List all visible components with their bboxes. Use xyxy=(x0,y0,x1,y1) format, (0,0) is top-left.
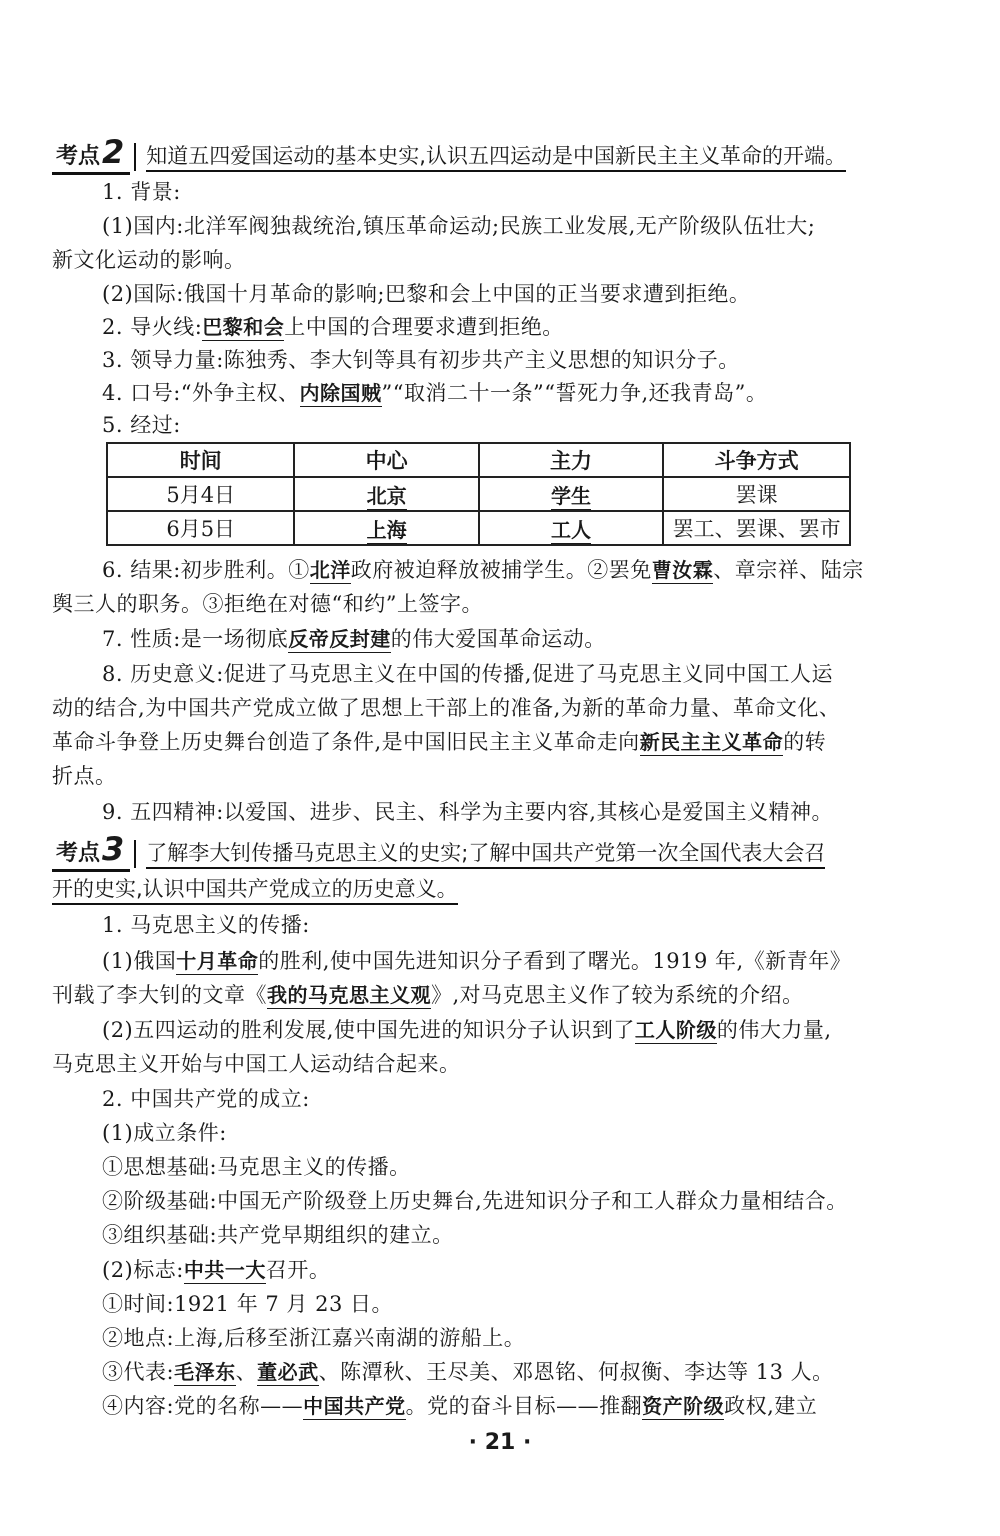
table-header: 时间 xyxy=(107,443,294,477)
heading-divider xyxy=(134,840,136,868)
table-header: 斗争方式 xyxy=(663,443,850,477)
mark-delegates: ③代表:毛泽东、董必武、陈潭秋、王尽美、邓恩铭、何叔衡、李达等 13 人。 xyxy=(102,1360,834,1384)
cond-title: (1)成立条件: xyxy=(102,1121,227,1145)
answer-blank: 北洋 xyxy=(309,558,351,582)
mark-time: ①时间:1921 年 7 月 23 日。 xyxy=(102,1292,393,1316)
heading-divider xyxy=(134,143,136,171)
answer-blank: 工人阶级 xyxy=(634,1018,717,1042)
fuse-line: 2. 导火线:巴黎和会上中国的合理要求遭到拒绝。 xyxy=(102,315,564,339)
spread-title: 1. 马克思主义的传播: xyxy=(102,913,310,937)
table-cell: 工人 xyxy=(479,511,663,545)
answer-blank: 巴黎和会 xyxy=(202,315,285,339)
significance-line-1: 8. 历史意义:促进了马克思主义在中国的传播,促进了马克思主义同中国工人运 xyxy=(102,662,833,686)
spread-p1-cont: 刊载了李大钊的文章《我的马克思主义观》,对马克思主义作了较为系统的介绍。 xyxy=(52,983,804,1007)
spread-p1: (1)俄国十月革命的胜利,使中国先进知识分子看到了曙光。1919 年,《新青年》 xyxy=(102,949,852,973)
bg-domestic: (1)国内:北洋军阀独裁统治,镇压革命运动;民族工业发展,无产阶级队伍壮大; xyxy=(102,214,816,238)
kaodian-3-heading xyxy=(52,830,957,872)
table-header: 主力 xyxy=(479,443,663,477)
result-line-cont: 舆三人的职务。③拒绝在对德“和约”上签字。 xyxy=(52,592,483,616)
kaodian-2-heading xyxy=(52,133,957,175)
table-cell: 学生 xyxy=(479,477,663,511)
table-cell: 上海 xyxy=(294,511,478,545)
answer-blank: 新民主主义革命 xyxy=(639,730,784,754)
process-title: 5. 经过: xyxy=(102,413,181,437)
mark-place: ②地点:上海,后移至浙江嘉兴南湖的游船上。 xyxy=(102,1326,526,1350)
table-row xyxy=(107,477,850,511)
kaodian-3-title-1: 了解李大钊传播马克思主义的史实;了解中国共产党第一次全国代表大会召 xyxy=(146,841,825,869)
answer-blank: 中国共产党 xyxy=(303,1394,406,1418)
answer-blank: 十月革命 xyxy=(176,949,259,973)
bg-title: 1. 背景: xyxy=(102,180,181,204)
answer-blank: 董必武 xyxy=(257,1360,319,1384)
table-cell: 罢课 xyxy=(663,477,850,511)
spread-p2: (2)五四运动的胜利发展,使中国先进的知识分子认识到了工人阶级的伟大力量, xyxy=(102,1018,832,1042)
cond-2: ②阶级基础:中国无产阶级登上历史舞台,先进知识分子和工人群众力量相结合。 xyxy=(102,1189,848,1213)
table-row xyxy=(107,511,850,545)
significance-line-3: 革命斗争登上历史舞台创造了条件,是中国旧民主主义革命走向新民主主义革命的转 xyxy=(52,730,827,754)
found-title: 2. 中国共产党的成立: xyxy=(102,1087,310,1111)
kaodian-3-badge: 考点3 xyxy=(52,834,130,872)
kaodian-3-title-2-line xyxy=(52,874,957,904)
result-line: 6. 结果:初步胜利。①北洋政府被迫释放被捕学生。②罢免曹汝霖、章宗祥、陆宗 xyxy=(102,558,864,582)
mark-line: (2)标志:中共一大召开。 xyxy=(102,1258,331,1282)
significance-line-4: 折点。 xyxy=(52,764,117,788)
table-cell: 6月5日 xyxy=(107,511,294,545)
answer-blank: 内除国贼 xyxy=(299,381,382,405)
answer-blank: 我的马克思主义观 xyxy=(267,983,431,1007)
answer-blank: 反帝反封建 xyxy=(288,627,391,651)
kaodian-2-title: 知道五四爱国运动的基本史实,认识五四运动是中国新民主主义革命的开端。 xyxy=(146,144,846,172)
table-header-row xyxy=(107,443,850,477)
bg-international: (2)国际:俄国十月革命的影响;巴黎和会上中国的正当要求遭到拒绝。 xyxy=(102,282,751,306)
process-table xyxy=(106,442,851,546)
table-cell: 北京 xyxy=(294,477,478,511)
leader-line: 3. 领导力量:陈独秀、李大钊等具有初步共产主义思想的知识分子。 xyxy=(102,348,740,372)
table-cell: 罢工、罢课、罢市 xyxy=(663,511,850,545)
slogan-line: 4. 口号:“外争主权、内除国贼”“取消二十一条”“誓死力争,还我青岛”。 xyxy=(102,381,768,405)
significance-line-2: 动的结合,为中国共产党成立做了思想上干部上的准备,为新的革命力量、革命文化、 xyxy=(52,696,841,720)
kaodian-2-badge: 考点2 xyxy=(52,137,130,175)
kaodian-3-title-2: 开的史实,认识中国共产党成立的历史意义。 xyxy=(52,877,458,905)
table-cell: 5月4日 xyxy=(107,477,294,511)
spread-p2-cont: 马克思主义开始与中国工人运动结合起来。 xyxy=(52,1052,461,1076)
answer-blank: 毛泽东 xyxy=(174,1360,236,1384)
answer-blank: 资产阶级 xyxy=(642,1394,725,1418)
answer-blank: 曹汝霖 xyxy=(651,558,714,582)
spirit-line: 9. 五四精神:以爱国、进步、民主、科学为主要内容,其核心是爱国主义精神。 xyxy=(102,800,833,824)
page-number: · 21 · xyxy=(468,1430,532,1455)
bg-domestic-cont: 新文化运动的影响。 xyxy=(52,248,246,272)
nature-line: 7. 性质:是一场彻底反帝反封建的伟大爱国革命运动。 xyxy=(102,627,606,651)
cond-1: ①思想基础:马克思主义的传播。 xyxy=(102,1155,411,1179)
cond-3: ③组织基础:共产党早期组织的建立。 xyxy=(102,1223,454,1247)
answer-blank: 中共一大 xyxy=(183,1258,266,1282)
mark-content: ④内容:党的名称——中国共产党。党的奋斗目标——推翻资产阶级政权,建立 xyxy=(102,1394,818,1418)
table-header: 中心 xyxy=(294,443,478,477)
